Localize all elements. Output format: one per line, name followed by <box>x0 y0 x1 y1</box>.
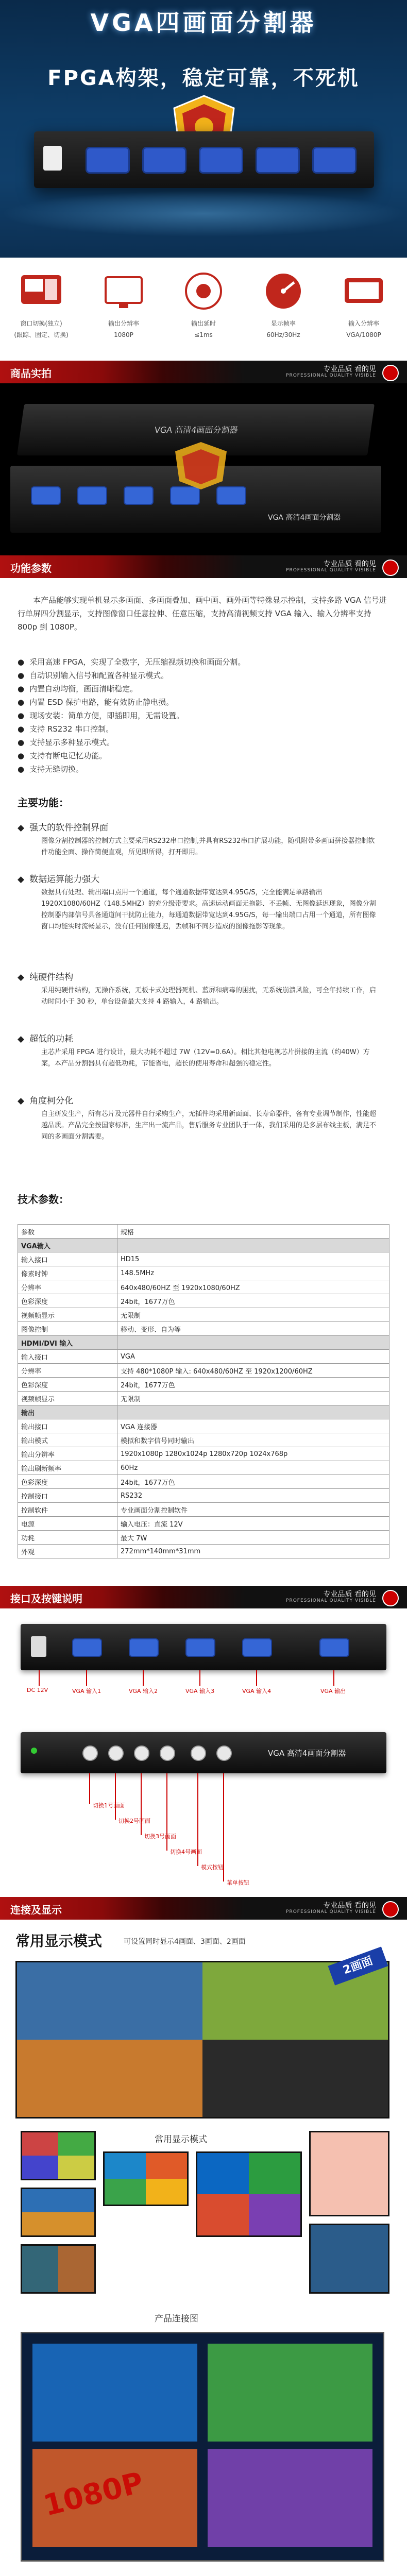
section-title: 商品实拍 <box>10 367 52 380</box>
product-diagram <box>21 2332 384 2562</box>
eye-logo-icon <box>382 365 399 381</box>
feature-body: 采用纯硬件结构，无操作系统，无板卡式处理器死机、蓝屏和病毒的困扰，无系统崩溃风险，可全年持续工作，启动时间小于 30 秒，单台设备最大支持 4 路输入，4 路输出。 <box>41 987 377 1006</box>
mode-caption: 常用显示模式 <box>155 2134 207 2145</box>
table-row <box>18 1531 389 1545</box>
port-label: VGA 输入2 <box>129 1688 158 1694</box>
hero-title: VGA四画面分割器 <box>90 9 317 37</box>
table-cell-key: 分辨率 <box>18 1280 117 1294</box>
feature-heading: ◆ 纯硬件结构 <box>18 970 73 982</box>
table-row <box>18 1419 389 1433</box>
screen-thumb <box>21 2244 96 2294</box>
bullet-item: ● 内置 ESD 保护电路，能有效防止静电损。 <box>18 696 388 709</box>
table-cell-key: 分辨率 <box>18 1364 117 1378</box>
table-cell-value: 24bit，1677万色 <box>117 1475 389 1489</box>
table-cell-key: 输出分辨率 <box>18 1447 117 1461</box>
bullet-item: ● 内置自动均衡，画面清晰稳定。 <box>18 682 388 696</box>
eye-logo-icon <box>382 1901 399 1918</box>
port-label: VGA 输入4 <box>242 1688 272 1694</box>
button-label: 3 <box>135 1719 139 1725</box>
table-row <box>18 1266 389 1280</box>
table-cell-key: 像素时钟 <box>18 1266 117 1280</box>
table-row <box>18 1489 389 1503</box>
resolution-icon <box>100 268 147 314</box>
table-row <box>18 1350 389 1364</box>
switch-4-button[interactable] <box>160 1745 175 1761</box>
section-title: 连接及显示 <box>10 1904 62 1916</box>
vga-port <box>31 486 61 505</box>
screen-thumb <box>309 2131 389 2216</box>
table-row <box>18 1517 389 1531</box>
table-row <box>18 1364 389 1378</box>
port-label: VGA 输出 <box>320 1688 346 1694</box>
vga-port <box>86 147 130 174</box>
feature-item <box>88 268 160 339</box>
table-cell-key: 输出模式 <box>18 1433 117 1447</box>
product-photo <box>0 383 407 555</box>
section-header-photo <box>0 361 407 383</box>
feature-body: 图像分割控制器的控制方式主要采用RS232串口控制,并具有RS232串口扩展功能，随机附带多画面拼接器控制软件功能全面、操作简便直观，所见即所得，打开即用。 <box>41 837 375 856</box>
mode-badge: 2画面 <box>328 1946 388 1985</box>
table-row <box>18 1447 389 1461</box>
feature-sub: ≤1ms <box>194 331 213 338</box>
eye-logo-icon <box>382 560 399 576</box>
section-slogan-en: PROFESSIONAL QUALITY VISIBLE <box>286 568 376 573</box>
bullet-item: ● 现场安装：简单方便，即插即用，无需设置。 <box>18 709 388 722</box>
switch-2-button[interactable] <box>108 1745 124 1761</box>
screen-quadrant <box>32 2344 197 2442</box>
section-slogan-en: PROFESSIONAL QUALITY VISIBLE <box>286 1909 376 1914</box>
mode-button[interactable] <box>191 1745 206 1761</box>
table-row <box>18 1322 389 1336</box>
table-cell-key: HDMI/DVI 输入 <box>18 1336 117 1350</box>
input-resolution-icon <box>341 268 387 314</box>
table-cell-key: 功耗 <box>18 1531 117 1545</box>
screen-quadrant <box>202 2040 388 2117</box>
table-cell-value: 24bit，1677万色 <box>117 1378 389 1392</box>
button-label: 1 <box>84 1719 88 1725</box>
table-cell-key: VGA输入 <box>18 1239 117 1252</box>
vga-input-port <box>185 1638 215 1657</box>
table-cell-key: 输入接口 <box>18 1252 117 1266</box>
params-body <box>0 578 407 1207</box>
switch-1-button[interactable] <box>82 1745 98 1761</box>
screen-quadrant <box>208 2449 372 2547</box>
switch-3-button[interactable] <box>134 1745 149 1761</box>
table-row <box>18 1545 389 1558</box>
table-cell-value: 专业画面分割控制软件 <box>117 1503 389 1517</box>
port-label: VGA 输入1 <box>72 1688 101 1694</box>
section-header-iface <box>0 1586 407 1608</box>
feature-sub: VGA/1080P <box>346 331 381 338</box>
table-cell-value <box>117 1405 389 1419</box>
intro-paragraph: 本产品能够实现单机显示多画面、多画面叠加、画中画、画外画等特殊显示控制，支持多路 VGA 信号进行单屏四分割显示，支持图像窗口任意拉伸、任意压缩，支持高清视频支持 VGA 输入、输入分辨率支持 800p 到 1080P。 <box>18 596 387 632</box>
screen-quadrant <box>17 2040 202 2117</box>
vga-port <box>124 486 154 505</box>
vga-port <box>142 147 186 174</box>
section-header-params <box>0 555 407 578</box>
table-header-cell: 参数 <box>18 1225 117 1239</box>
vga-output-port <box>319 1638 349 1657</box>
feature-heading: ◆ 超低的功耗 <box>18 1031 73 1044</box>
hero-subtitle: FPGA构架，稳定可靠，不死机 <box>47 66 360 90</box>
bullet-item: ● 支持无缝切换。 <box>18 762 388 776</box>
bullet-item: ● 自动识别输入信号和配置各种显示模式。 <box>18 669 388 682</box>
mode-subtitle: 可设置同时显示4画面、3画面、2画面 <box>124 1938 246 1946</box>
table-cell-value <box>117 1336 389 1350</box>
vga-port <box>256 147 300 174</box>
feature-body: 自主研发生产，所有芯片及元器件自行采购生产，无插件均采用新面面、长寿命器件，备有专业调节制作，性能超越品质。产品完全按国家标准，生产出一流产品，售后服务专业团队于一体，我们采用的是多层布线主板，满足不同的多画面分割需要。 <box>41 1110 377 1141</box>
table-cell-value: 无限制 <box>117 1392 389 1405</box>
bullet-item: ● 支持有断电记忆功能。 <box>18 749 388 762</box>
button-label: 4 <box>161 1719 165 1725</box>
screen-quadrant <box>17 1962 202 2040</box>
table-header-cell: 规格 <box>117 1225 389 1239</box>
section-header-conn <box>0 1897 407 1920</box>
button-desc: 切换1号画面 <box>93 1802 125 1809</box>
table-cell-value: RS232 <box>117 1489 389 1503</box>
mode-title: 常用显示模式 <box>15 1933 103 1950</box>
table-cell-value: 60Hz <box>117 1461 389 1475</box>
dc-power-port <box>31 1636 46 1657</box>
feature-label: 窗口切换(独立) <box>20 320 62 327</box>
table-cell-key: 输出 <box>18 1405 117 1419</box>
table-row <box>18 1433 389 1447</box>
table-cell-value: 640x480/60HZ 至 1920x1080/60HZ <box>117 1280 389 1294</box>
feature-label: 输出分辨率 <box>108 320 139 327</box>
feature-sub: 1080P <box>114 331 133 338</box>
feature-label: 输入分辨率 <box>348 320 379 327</box>
screen-thumb <box>309 2224 389 2294</box>
feature-label: 输出延时 <box>191 320 216 327</box>
table-cell-key: 输出接口 <box>18 1419 117 1433</box>
menu-button[interactable] <box>216 1745 232 1761</box>
spec-table-wrap <box>18 1224 389 1558</box>
feature-icons-row <box>0 258 407 361</box>
mode-collage <box>15 1961 389 2119</box>
table-row <box>18 1461 389 1475</box>
signal-icon <box>180 268 227 314</box>
feature-bullets <box>18 655 388 776</box>
section-slogan: 专业品质 看的见 <box>323 1902 376 1910</box>
bullet-item: ● 支持 RS232 串口控制。 <box>18 722 388 736</box>
bullet-item: ● 采用高速 FPGA，实现了全数字，无压缩视频切换和画面分割。 <box>18 655 388 669</box>
section-slogan-en: PROFESSIONAL QUALITY VISIBLE <box>286 1598 376 1603</box>
screen-quadrant <box>208 2344 372 2442</box>
diagram-caption: 产品连接图 <box>155 2314 198 2324</box>
feature-heading: ◆ 强大的软件控制界面 <box>18 820 108 833</box>
pip-icon <box>18 268 64 314</box>
table-header-row <box>18 1225 389 1239</box>
eye-logo-icon <box>382 1590 399 1606</box>
table-cell-value: 1920x1080p 1280x1024p 1280x720p 1024x768p <box>117 1447 389 1461</box>
table-row <box>18 1392 389 1405</box>
button-desc: 切换4号画面 <box>170 1849 202 1855</box>
feature-heading: ◆ 数据运算能力强大 <box>18 872 99 885</box>
table-cell-value: VGA 连接器 <box>117 1419 389 1433</box>
table-cell-value: 272mm*140mm*31mm <box>117 1545 389 1558</box>
section-slogan-en: PROFESSIONAL QUALITY VISIBLE <box>286 373 376 378</box>
feature-item <box>5 268 77 339</box>
table-cell-key: 视频帧显示 <box>18 1392 117 1405</box>
vga-port <box>199 147 243 174</box>
table-cell-key: 色彩深度 <box>18 1294 117 1308</box>
table-cell-key: 外观 <box>18 1545 117 1558</box>
table-cell-value: 输入电压：直流 12V <box>117 1517 389 1531</box>
table-cell-value: 最大 7W <box>117 1531 389 1545</box>
table-group-row <box>18 1239 389 1252</box>
device-front-title: VGA 高清4画面分割器 <box>268 1749 346 1758</box>
dc-power-port <box>43 146 62 171</box>
table-cell-key: 色彩深度 <box>18 1378 117 1392</box>
table-row <box>18 1280 389 1294</box>
feature-item <box>328 268 400 339</box>
device-label: VGA 高清4画面分割器 <box>154 425 239 435</box>
resolution-watermark: 1080P <box>40 2466 147 2523</box>
speed-icon <box>260 268 307 314</box>
hero-banner <box>0 0 407 258</box>
main-features-title: 主要功能： <box>18 796 69 809</box>
device-rear-panel <box>21 1624 386 1670</box>
table-cell-value: 模拟和数字信号同时输出 <box>117 1433 389 1447</box>
table-cell-key: 输出刷新频率 <box>18 1461 117 1475</box>
power-led-icon <box>31 1748 37 1754</box>
table-cell-key: 电源 <box>18 1517 117 1531</box>
button-desc: 模式按钮 <box>201 1864 224 1871</box>
table-group-row <box>18 1336 389 1350</box>
port-label: VGA 输入3 <box>185 1688 215 1694</box>
table-row <box>18 1475 389 1489</box>
table-cell-key: 输入接口 <box>18 1350 117 1364</box>
section-slogan: 专业品质 看的见 <box>323 1590 376 1599</box>
table-row <box>18 1378 389 1392</box>
screen-thumb <box>103 2151 189 2206</box>
table-cell-value: 支持 480*1080P 输入: 640x480/60HZ 至 1920x1200/60HZ <box>117 1364 389 1378</box>
table-cell-value: VGA <box>117 1350 389 1364</box>
table-cell-value: 移动、变形、自为等 <box>117 1322 389 1336</box>
section-slogan: 专业品质 看的见 <box>323 560 376 568</box>
device-rear-view <box>34 131 374 188</box>
table-cell-key: 图像控制 <box>18 1322 117 1336</box>
port-label: DC 12V <box>27 1687 48 1693</box>
screen-thumb <box>196 2151 302 2237</box>
table-cell-value <box>117 1239 389 1252</box>
feature-body: 数据具有处理、输出端口点用一个通道，每个通道数据带宽达到4.95G/S，完全能满足单路输出 1920X1080/60HZ（148.5MHZ）的充分级带要求。高速运动画面无拖影、不丢帧、无图像延迟现象，图像分割控制器内部信号具备通道间干扰防止能力，每通道数据带宽达到4.95G/S，每一输出端口占用一个通道，所有图像窗口均能实时流畅显示，没有任何图像延迟，丢帧和不同步造成的图像拖影等现象。 <box>41 889 376 930</box>
table-row <box>18 1308 389 1322</box>
section-title: 接口及按键说明 <box>10 1592 82 1605</box>
feature-heading: ◆ 角度柯分化 <box>18 1093 73 1106</box>
table-cell-value: 无限制 <box>117 1308 389 1322</box>
table-group-row <box>18 1405 389 1419</box>
table-cell-key: 控制软件 <box>18 1503 117 1517</box>
device-front-panel <box>21 1732 386 1773</box>
screen-thumb <box>21 2188 96 2237</box>
button-label: 2 <box>110 1719 113 1725</box>
spec-title: 技术参数： <box>18 1193 69 1206</box>
spec-table <box>18 1224 389 1558</box>
vga-port <box>77 486 107 505</box>
brand-watermark-icon <box>170 440 232 492</box>
interface-diagram <box>0 1608 407 1897</box>
vga-input-port <box>72 1638 102 1657</box>
table-cell-key: 视频帧显示 <box>18 1308 117 1322</box>
feature-sub: (跟踪、固定、切换) <box>14 331 69 338</box>
table-cell-key: 控制接口 <box>18 1489 117 1503</box>
table-row <box>18 1294 389 1308</box>
section-title: 功能参数 <box>10 562 52 574</box>
button-desc: 切换3号画面 <box>144 1833 176 1840</box>
table-cell-value: HD15 <box>117 1252 389 1266</box>
bullet-item: ● 支持显示多种显示模式。 <box>18 736 388 749</box>
table-cell-value: 24bit，1677万色 <box>117 1294 389 1308</box>
button-desc: 切换2号画面 <box>118 1818 150 1824</box>
feature-item <box>167 268 240 339</box>
vga-input-port <box>129 1638 159 1657</box>
table-cell-key: 色彩深度 <box>18 1475 117 1489</box>
feature-item <box>247 268 319 339</box>
screen-thumb <box>21 2131 96 2180</box>
table-cell-value: 148.5MHz <box>117 1266 389 1280</box>
section-slogan: 专业品质 看的见 <box>323 365 376 374</box>
feature-label: 显示帧率 <box>270 320 296 327</box>
table-row <box>18 1503 389 1517</box>
device-label: VGA 高清4画面分割器 <box>268 514 341 522</box>
button-desc: 菜单按钮 <box>227 1879 249 1886</box>
vga-input-port <box>242 1638 272 1657</box>
feature-sub: 60Hz/30Hz <box>266 331 300 338</box>
connection-section <box>0 1920 407 2576</box>
feature-body: 主芯片采用 FPGA 进行设计，最大功耗不超过 7W（12V=0.6A）。相比其他电视芯片拼接的主流（约40W）方案，本产品分割器具有超低功耗，节能省电，超长的使用寿命和超强的稳定性。 <box>41 1048 370 1067</box>
table-row <box>18 1252 389 1266</box>
vga-port <box>312 147 357 174</box>
